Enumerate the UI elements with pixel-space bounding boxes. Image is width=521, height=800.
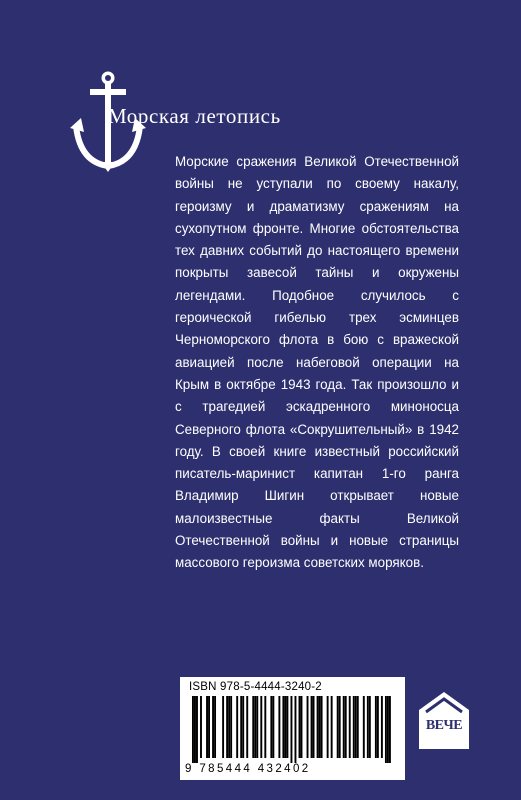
isbn-label: ISBN 978-5-4444-3240-2	[189, 681, 322, 693]
book-description: Морские сражения Великой Отечественной войны не уступали по своему накалу, героизму и драматизму сражениям на сухопутном фронте. Многие обстоятельства тех давних событий до настоящего времени покрыты завесой тайны и окружены легендами. Подобное случилось с героической гибелью трех эсминцев Черноморского флота в бою с вражеской авиацией после набеговой операции на Крым в октябре 1943 года. Так произошло и с трагедией эскадренного миноносца Северного флота «Сокрушительный» в 1942 году. В своей книге известный российский писатель-маринист капитан 1-го ранга Владимир Шигин открывает новые малоизвестные факты Великой Отечественной войны и новые страницы массового героизма советских моряков.	[175, 154, 459, 571]
barcode	[192, 696, 393, 763]
barcode-panel	[180, 677, 405, 780]
publisher-name: ВЕЧЕ	[425, 718, 463, 733]
series-title: Морская летопись	[108, 104, 281, 128]
barcode-digits: 9 785444 432402	[185, 763, 311, 775]
